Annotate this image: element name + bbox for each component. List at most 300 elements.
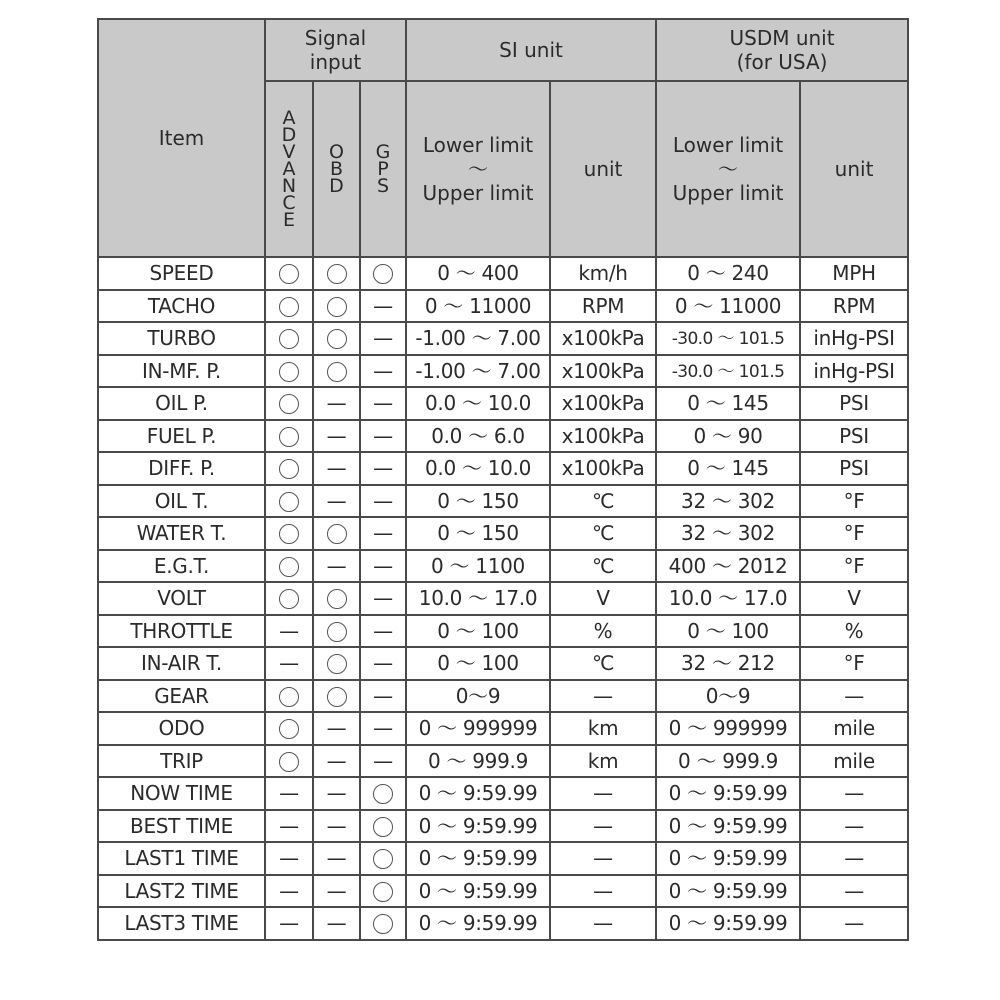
cell-advance xyxy=(265,907,313,940)
not-supported-dash: — xyxy=(326,911,347,936)
cell-item xyxy=(98,420,265,453)
unit-value: PSI xyxy=(839,391,869,416)
not-supported-dash: — xyxy=(326,553,347,578)
not-supported-dash: — xyxy=(593,683,613,708)
cell-si-unit xyxy=(550,550,656,583)
range-value: 0 ～ 11000 xyxy=(674,293,782,318)
cell-obd xyxy=(313,582,360,615)
range-value: 0 ～ 9:59.99 xyxy=(418,911,538,936)
cell-si-range xyxy=(406,582,550,615)
table-row xyxy=(98,680,908,713)
supported-circle-icon xyxy=(279,264,299,284)
unit-value: x100kPa xyxy=(561,391,645,416)
cell-obd xyxy=(313,322,360,355)
cell-si-range xyxy=(406,485,550,518)
table-row xyxy=(98,257,908,290)
not-supported-dash: — xyxy=(373,586,393,611)
cell-item xyxy=(98,257,265,290)
item-name: LAST3 TIME xyxy=(124,911,239,936)
cell-advance xyxy=(265,615,313,648)
not-supported-dash: — xyxy=(844,683,864,708)
range-value: 0 ～ 145 xyxy=(687,456,769,481)
item-name: LAST2 TIME xyxy=(124,878,239,903)
table-row xyxy=(98,582,908,615)
item-name: TACHO xyxy=(147,293,216,318)
cell-si-unit xyxy=(550,355,656,388)
cell-si-range xyxy=(406,907,550,940)
not-supported-dash: — xyxy=(593,846,613,871)
cell-si-range xyxy=(406,615,550,648)
unit-value: ℃ xyxy=(591,488,615,513)
supported-circle-icon xyxy=(279,492,299,512)
table-row xyxy=(98,810,908,843)
not-supported-dash: — xyxy=(373,553,393,578)
supported-circle-icon xyxy=(373,817,393,837)
unit-value: km xyxy=(587,716,619,741)
not-supported-dash: — xyxy=(593,813,613,838)
range-value: 0 ～ 9:59.99 xyxy=(418,846,538,871)
advance-header xyxy=(265,81,313,257)
not-supported-dash: — xyxy=(279,911,299,936)
cell-item xyxy=(98,322,265,355)
cell-obd xyxy=(313,842,360,875)
gps-header-letter: P xyxy=(377,157,389,180)
cell-si-unit xyxy=(550,615,656,648)
cell-usdm-range xyxy=(656,875,800,908)
range-value: 0 ～ 999999 xyxy=(418,716,538,741)
range-value: 0 ～ 9:59.99 xyxy=(668,911,788,936)
unit-value: PSI xyxy=(839,456,869,481)
cell-usdm-unit xyxy=(800,907,908,940)
range-value: 0～9 xyxy=(455,683,501,708)
cell-usdm-unit xyxy=(800,322,908,355)
usdm-unit-header: USDM unit (for USA) xyxy=(656,19,908,81)
table-row xyxy=(98,387,908,420)
range-value: 0 ～ 999999 xyxy=(668,716,788,741)
table-row xyxy=(98,745,908,778)
cell-gps xyxy=(360,810,406,843)
cell-si-range xyxy=(406,387,550,420)
cell-usdm-unit xyxy=(800,615,908,648)
supported-circle-icon xyxy=(327,362,347,382)
cell-gps xyxy=(360,712,406,745)
cell-gps xyxy=(360,550,406,583)
table-row xyxy=(98,322,908,355)
range-value: -30.0 ～ 101.5 xyxy=(671,361,785,382)
cell-advance xyxy=(265,355,313,388)
supported-circle-icon xyxy=(327,687,347,707)
not-supported-dash: — xyxy=(279,813,299,838)
cell-gps xyxy=(360,615,406,648)
table-row xyxy=(98,485,908,518)
supported-circle-icon xyxy=(279,557,299,577)
cell-obd xyxy=(313,517,360,550)
cell-item xyxy=(98,907,265,940)
unit-value: inHg-PSI xyxy=(813,326,895,351)
not-supported-dash: — xyxy=(593,781,613,806)
not-supported-dash: — xyxy=(373,326,393,351)
not-supported-dash: — xyxy=(326,878,347,903)
supported-circle-icon xyxy=(327,524,347,544)
si-unit-header: SI unit xyxy=(406,19,656,81)
not-supported-dash: — xyxy=(326,748,347,773)
range-value: 0 ～ 150 xyxy=(437,521,519,546)
cell-advance xyxy=(265,452,313,485)
range-value: 0 ～ 9:59.99 xyxy=(668,878,788,903)
item-name: THROTTLE xyxy=(130,618,233,643)
supported-circle-icon xyxy=(327,622,347,642)
not-supported-dash: — xyxy=(373,358,393,383)
cell-si-unit xyxy=(550,387,656,420)
item-name: TRIP xyxy=(160,748,203,773)
cell-item xyxy=(98,355,265,388)
cell-usdm-unit xyxy=(800,355,908,388)
cell-item xyxy=(98,582,265,615)
cell-obd xyxy=(313,745,360,778)
supported-circle-icon xyxy=(327,654,347,674)
cell-usdm-range xyxy=(656,257,800,290)
cell-usdm-range xyxy=(656,517,800,550)
cell-gps xyxy=(360,420,406,453)
cell-gps xyxy=(360,907,406,940)
item-header: Item xyxy=(98,19,265,257)
cell-si-range xyxy=(406,842,550,875)
cell-advance xyxy=(265,777,313,810)
cell-usdm-range xyxy=(656,712,800,745)
supported-circle-icon xyxy=(279,719,299,739)
cell-gps xyxy=(360,680,406,713)
table-row xyxy=(98,875,908,908)
cell-item xyxy=(98,745,265,778)
cell-item xyxy=(98,615,265,648)
cell-si-range xyxy=(406,290,550,323)
table-row xyxy=(98,290,908,323)
unit-value: x100kPa xyxy=(561,358,645,383)
cell-usdm-unit xyxy=(800,810,908,843)
range-value: 0.0 ～ 10.0 xyxy=(424,456,532,481)
unit-value: % xyxy=(593,618,613,643)
unit-value: x100kPa xyxy=(561,326,645,351)
cell-si-unit xyxy=(550,680,656,713)
range-value: 0 ～ 11000 xyxy=(424,293,532,318)
unit-value: V xyxy=(847,586,861,611)
cell-si-range xyxy=(406,550,550,583)
range-value: 10.0 ～ 17.0 xyxy=(668,586,788,611)
cell-item xyxy=(98,777,265,810)
cell-item xyxy=(98,647,265,680)
advance-header-letter: C xyxy=(282,191,296,214)
cell-usdm-unit xyxy=(800,745,908,778)
cell-obd xyxy=(313,647,360,680)
cell-usdm-unit xyxy=(800,550,908,583)
not-supported-dash: — xyxy=(844,911,864,936)
unit-value: PSI xyxy=(839,423,869,448)
cell-item xyxy=(98,550,265,583)
not-supported-dash: — xyxy=(279,878,299,903)
range-value: 0 ～ 9:59.99 xyxy=(668,846,788,871)
cell-si-unit xyxy=(550,647,656,680)
range-value: 0 ～ 9:59.99 xyxy=(668,813,788,838)
cell-si-unit xyxy=(550,485,656,518)
not-supported-dash: — xyxy=(593,911,613,936)
signal-spec-table xyxy=(97,18,909,941)
table-row xyxy=(98,420,908,453)
supported-circle-icon xyxy=(327,589,347,609)
table-row xyxy=(98,550,908,583)
supported-circle-icon xyxy=(327,297,347,317)
cell-item xyxy=(98,680,265,713)
unit-value: km/h xyxy=(578,261,628,286)
unit-value: ℃ xyxy=(591,553,615,578)
not-supported-dash: — xyxy=(326,391,347,416)
gps-header xyxy=(360,81,406,257)
obd-header-letter: D xyxy=(329,174,344,197)
cell-gps xyxy=(360,517,406,550)
cell-si-range xyxy=(406,810,550,843)
not-supported-dash: — xyxy=(326,488,347,513)
cell-obd xyxy=(313,550,360,583)
not-supported-dash: — xyxy=(593,878,613,903)
advance-header-letter: E xyxy=(282,208,295,231)
not-supported-dash: — xyxy=(326,813,347,838)
cell-usdm-unit xyxy=(800,712,908,745)
cell-si-unit xyxy=(550,777,656,810)
item-name: SPEED xyxy=(149,261,214,286)
supported-circle-icon xyxy=(279,687,299,707)
cell-gps xyxy=(360,745,406,778)
cell-si-unit xyxy=(550,420,656,453)
range-value: -1.00 ～ 7.00 xyxy=(415,326,541,351)
range-value: 0 ～ 100 xyxy=(437,618,519,643)
obd-header-letter: B xyxy=(329,157,344,180)
cell-obd xyxy=(313,355,360,388)
cell-usdm-range xyxy=(656,615,800,648)
range-value: 400 ～ 2012 xyxy=(668,553,788,578)
item-name: DIFF. P. xyxy=(148,456,215,481)
cell-usdm-range xyxy=(656,420,800,453)
not-supported-dash: — xyxy=(326,846,347,871)
cell-si-range xyxy=(406,355,550,388)
cell-si-unit xyxy=(550,875,656,908)
cell-gps xyxy=(360,387,406,420)
not-supported-dash: — xyxy=(373,423,393,448)
cell-si-unit xyxy=(550,582,656,615)
unit-value: x100kPa xyxy=(561,423,645,448)
unit-value: % xyxy=(844,618,864,643)
range-value: 0 ～ 1100 xyxy=(431,553,525,578)
cell-si-range xyxy=(406,257,550,290)
cell-si-unit xyxy=(550,322,656,355)
cell-obd xyxy=(313,290,360,323)
cell-si-range xyxy=(406,680,550,713)
range-value: 0 ～ 100 xyxy=(437,651,519,676)
range-value: 0 ～ 100 xyxy=(687,618,769,643)
supported-circle-icon xyxy=(279,589,299,609)
supported-circle-icon xyxy=(373,882,393,902)
table-row xyxy=(98,452,908,485)
cell-usdm-unit xyxy=(800,420,908,453)
cell-si-unit xyxy=(550,842,656,875)
advance-header-letter: D xyxy=(281,123,297,146)
table-row xyxy=(98,907,908,940)
unit-value: °F xyxy=(843,488,865,513)
range-value: 0.0 ～ 6.0 xyxy=(431,423,525,448)
range-value: 32 ～ 302 xyxy=(681,488,775,513)
cell-usdm-range xyxy=(656,452,800,485)
not-supported-dash: — xyxy=(373,651,393,676)
cell-advance xyxy=(265,322,313,355)
supported-circle-icon xyxy=(279,524,299,544)
unit-value: °F xyxy=(843,651,865,676)
cell-advance xyxy=(265,420,313,453)
cell-obd xyxy=(313,615,360,648)
cell-usdm-unit xyxy=(800,387,908,420)
si-unit-col-header: unit xyxy=(550,81,656,257)
cell-usdm-unit xyxy=(800,680,908,713)
not-supported-dash: — xyxy=(326,423,347,448)
advance-header-letter: V xyxy=(282,140,296,163)
not-supported-dash: — xyxy=(326,781,347,806)
cell-advance xyxy=(265,712,313,745)
range-value: 0 ～ 150 xyxy=(437,488,519,513)
obd-header-letter: O xyxy=(329,140,344,163)
unit-value: x100kPa xyxy=(561,456,645,481)
cell-gps xyxy=(360,452,406,485)
supported-circle-icon xyxy=(279,297,299,317)
supported-circle-icon xyxy=(279,459,299,479)
not-supported-dash: — xyxy=(373,521,393,546)
unit-value: RPM xyxy=(832,293,876,318)
cell-si-range xyxy=(406,517,550,550)
cell-obd xyxy=(313,777,360,810)
cell-usdm-range xyxy=(656,680,800,713)
not-supported-dash: — xyxy=(279,846,299,871)
cell-usdm-unit xyxy=(800,777,908,810)
cell-si-range xyxy=(406,452,550,485)
range-value: 0 ～ 999.9 xyxy=(678,748,779,773)
range-value: 0 ～ 9:59.99 xyxy=(668,781,788,806)
cell-advance xyxy=(265,257,313,290)
cell-usdm-range xyxy=(656,745,800,778)
not-supported-dash: — xyxy=(373,716,393,741)
advance-header-letter: A xyxy=(282,157,296,180)
cell-si-range xyxy=(406,745,550,778)
cell-advance xyxy=(265,875,313,908)
cell-usdm-unit xyxy=(800,485,908,518)
not-supported-dash: — xyxy=(373,748,393,773)
usdm-unit-col-header: unit xyxy=(800,81,908,257)
item-name: VOLT xyxy=(157,586,206,611)
range-value: 0～9 xyxy=(705,683,751,708)
cell-gps xyxy=(360,322,406,355)
cell-obd xyxy=(313,420,360,453)
supported-circle-icon xyxy=(327,264,347,284)
cell-advance xyxy=(265,680,313,713)
cell-usdm-range xyxy=(656,777,800,810)
cell-si-unit xyxy=(550,907,656,940)
item-name: ODO xyxy=(158,716,205,741)
range-value: 32 ～ 212 xyxy=(681,651,775,676)
not-supported-dash: — xyxy=(373,618,393,643)
cell-gps xyxy=(360,647,406,680)
si-range-header: Lower limit ～ Upper limit xyxy=(406,81,550,257)
cell-usdm-unit xyxy=(800,452,908,485)
cell-si-range xyxy=(406,712,550,745)
cell-obd xyxy=(313,810,360,843)
table-row xyxy=(98,842,908,875)
cell-usdm-unit xyxy=(800,582,908,615)
unit-value: °F xyxy=(843,553,865,578)
not-supported-dash: — xyxy=(844,878,864,903)
cell-si-unit xyxy=(550,257,656,290)
cell-si-range xyxy=(406,647,550,680)
cell-si-unit xyxy=(550,290,656,323)
cell-usdm-unit xyxy=(800,842,908,875)
cell-obd xyxy=(313,907,360,940)
cell-obd xyxy=(313,485,360,518)
unit-value: mile xyxy=(833,716,875,741)
cell-advance xyxy=(265,387,313,420)
unit-value: MPH xyxy=(832,261,876,286)
cell-si-unit xyxy=(550,452,656,485)
range-value: 0 ～ 145 xyxy=(687,391,769,416)
cell-item xyxy=(98,875,265,908)
range-value: 0 ～ 9:59.99 xyxy=(418,878,538,903)
advance-header-letter: N xyxy=(281,174,297,197)
item-name: LAST1 TIME xyxy=(124,846,239,871)
advance-header-letter: A xyxy=(282,106,296,129)
supported-circle-icon xyxy=(373,914,393,934)
cell-gps xyxy=(360,582,406,615)
usdm-range-header: Lower limit ～ Upper limit xyxy=(656,81,800,257)
supported-circle-icon xyxy=(279,394,299,414)
cell-advance xyxy=(265,485,313,518)
range-value: 0 ～ 240 xyxy=(687,261,769,286)
cell-item xyxy=(98,712,265,745)
unit-value: RPM xyxy=(581,293,625,318)
range-value: 0 ～ 400 xyxy=(437,261,519,286)
cell-si-range xyxy=(406,875,550,908)
not-supported-dash: — xyxy=(373,293,393,318)
cell-obd xyxy=(313,680,360,713)
cell-gps xyxy=(360,485,406,518)
cell-obd xyxy=(313,387,360,420)
supported-circle-icon xyxy=(279,329,299,349)
cell-gps xyxy=(360,257,406,290)
cell-advance xyxy=(265,810,313,843)
cell-gps xyxy=(360,355,406,388)
unit-value: km xyxy=(587,748,619,773)
cell-usdm-range xyxy=(656,387,800,420)
obd-header xyxy=(313,81,360,257)
cell-advance xyxy=(265,517,313,550)
supported-circle-icon xyxy=(373,264,393,284)
item-name: FUEL P. xyxy=(146,423,217,448)
item-name: IN-MF. P. xyxy=(142,358,221,383)
not-supported-dash: — xyxy=(373,456,393,481)
supported-circle-icon xyxy=(279,362,299,382)
range-value: 32 ～ 302 xyxy=(681,521,775,546)
cell-usdm-range xyxy=(656,355,800,388)
supported-circle-icon xyxy=(373,849,393,869)
cell-gps xyxy=(360,777,406,810)
table-row xyxy=(98,517,908,550)
range-value: -1.00 ～ 7.00 xyxy=(415,358,541,383)
unit-value: ℃ xyxy=(591,651,615,676)
cell-advance xyxy=(265,550,313,583)
cell-si-unit xyxy=(550,517,656,550)
cell-usdm-range xyxy=(656,550,800,583)
